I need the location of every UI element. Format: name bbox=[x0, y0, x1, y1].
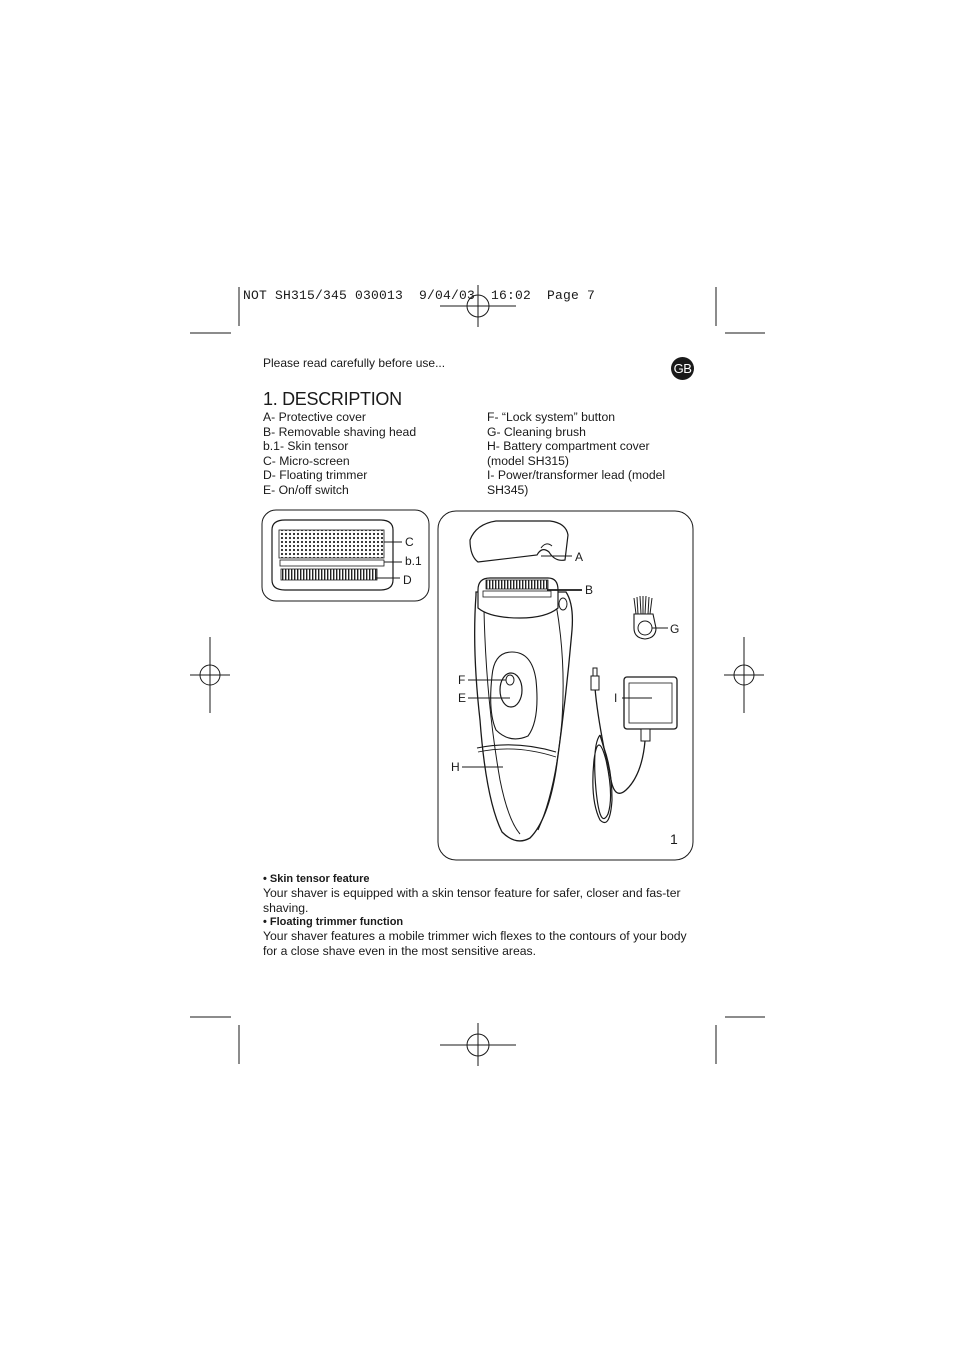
list-item: F- “Lock system” button bbox=[487, 410, 616, 424]
feature-heading: • Skin tensor feature bbox=[263, 873, 370, 885]
callout-b1: b.1 bbox=[405, 554, 422, 568]
callout-h: H bbox=[451, 760, 460, 774]
list-item: E- On/off switch bbox=[263, 482, 349, 497]
feature-heading: • Floating trimmer function bbox=[263, 916, 404, 928]
list-item: A- Protective cover bbox=[263, 410, 366, 424]
intro-text: Please read carefully before use... bbox=[263, 356, 446, 370]
list-item: (model SH315) bbox=[487, 453, 569, 468]
shaving-head-detail bbox=[262, 510, 429, 601]
list-item: C- Micro-screen bbox=[263, 453, 350, 468]
main-panel bbox=[438, 511, 693, 860]
callout-g: G bbox=[670, 622, 680, 636]
callout-d: D bbox=[403, 573, 412, 587]
feature-body: Your shaver is equipped with a skin tensor feature for safer, closer and fas-ter shaving. bbox=[263, 886, 681, 915]
callout-b: B bbox=[585, 583, 594, 597]
list-item: I- Power/transformer lead (model bbox=[487, 468, 666, 482]
callout-f: F bbox=[458, 673, 466, 687]
list-item: SH345) bbox=[487, 482, 529, 497]
callout-a: A bbox=[575, 550, 584, 564]
list-item: B- Removable shaving head bbox=[263, 424, 417, 439]
figure-number: 1 bbox=[670, 831, 678, 847]
section-title: 1. DESCRIPTION bbox=[263, 389, 402, 409]
list-item: D- Floating trimmer bbox=[263, 468, 368, 482]
print-slug: NOT SH315/345 030013 9/04/03 16:02 Page 7 bbox=[243, 288, 596, 303]
list-item: b.1- Skin tensor bbox=[263, 439, 349, 453]
callout-c: C bbox=[405, 535, 414, 549]
feature-body: Your shaver features a mobile trimmer wich flexes to the contours of your body for a close shave even in the most sensitive areas. bbox=[263, 929, 687, 958]
callout-i: I bbox=[614, 691, 618, 705]
callout-e: E bbox=[458, 691, 467, 705]
list-item: G- Cleaning brush bbox=[487, 424, 586, 439]
language-badge: GB bbox=[671, 357, 694, 380]
list-item: H- Battery compartment cover bbox=[487, 439, 650, 453]
